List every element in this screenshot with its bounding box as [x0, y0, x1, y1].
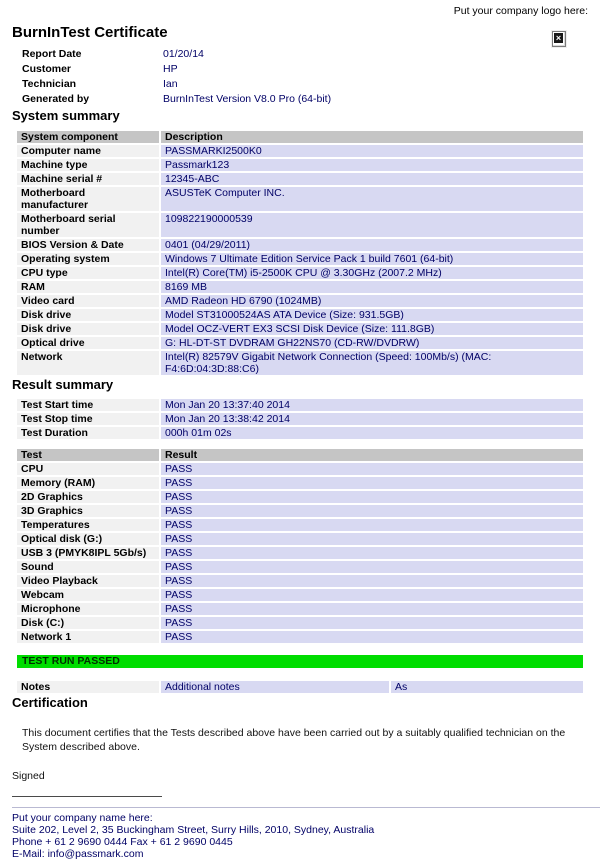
system-summary-heading: System summary	[12, 108, 120, 123]
test-result-value: PASS	[161, 589, 583, 601]
system-summary-row	[17, 159, 583, 171]
system-component-label: Video card	[17, 295, 159, 307]
report-info-row	[22, 93, 600, 105]
test-result-row	[17, 477, 583, 489]
company-phone-fax: Phone + 61 2 9690 0444 Fax + 61 2 9690 0445	[12, 836, 233, 848]
system-summary-row	[17, 253, 583, 265]
report-info-value: HP	[163, 63, 178, 75]
logo-placeholder-text: Put your company logo here:	[453, 5, 588, 17]
test-result-row	[17, 589, 583, 601]
result-summary-heading: Result summary	[12, 377, 114, 392]
system-summary-row	[17, 309, 583, 321]
test-result-value: PASS	[161, 533, 583, 545]
test-result-row	[17, 519, 583, 531]
test-result-value: PASS	[161, 631, 583, 643]
system-component-value: Model OCZ-VERT EX3 SCSI Disk Device (Size: 111.8GB)	[161, 323, 583, 335]
system-component-label: Disk drive	[17, 323, 159, 335]
test-result-value: PASS	[161, 519, 583, 531]
system-component-value: Model ST31000524AS ATA Device (Size: 931.5GB)	[161, 309, 583, 321]
broken-image-icon	[552, 31, 566, 47]
test-result-row	[17, 463, 583, 475]
system-component-label: BIOS Version & Date	[17, 239, 159, 251]
system-summary-table	[17, 131, 583, 375]
test-time-row	[17, 399, 583, 411]
test-name-label: Video Playback	[17, 575, 159, 587]
test-time-label: Test Stop time	[17, 413, 159, 425]
system-component-value: 12345-ABC	[161, 173, 583, 185]
system-summary-row	[17, 281, 583, 293]
report-info-value: Ian	[163, 78, 178, 90]
report-info-label: Report Date	[22, 48, 82, 60]
footer	[12, 812, 600, 860]
signed-label: Signed	[12, 770, 45, 782]
system-summary-row	[17, 323, 583, 335]
system-component-label: Machine type	[17, 159, 159, 171]
system-summary-row	[17, 295, 583, 307]
system-component-label: Machine serial #	[17, 173, 159, 185]
test-name-label: Temperatures	[17, 519, 159, 531]
test-result-value: PASS	[161, 561, 583, 573]
test-time-value: Mon Jan 20 13:37:40 2014	[161, 399, 583, 411]
system-component-value: 109822190000539	[161, 213, 583, 237]
notes-extra-value: As	[391, 681, 583, 693]
test-result-row	[17, 547, 583, 559]
notes-value: Additional notes	[161, 681, 389, 693]
system-summary-row	[17, 239, 583, 251]
system-summary-row	[17, 213, 583, 237]
test-time-row	[17, 413, 583, 425]
test-result-value: PASS	[161, 547, 583, 559]
test-name-label: Network 1	[17, 631, 159, 643]
test-name-label: Microphone	[17, 603, 159, 615]
test-name-label: USB 3 (PMYK8IPL 5Gb/s)	[17, 547, 159, 559]
company-email: E-Mail: info@passmark.com	[12, 848, 144, 860]
test-time-value: Mon Jan 20 13:38:42 2014	[161, 413, 583, 425]
test-result-value: PASS	[161, 575, 583, 587]
system-component-value: Windows 7 Ultimate Edition Service Pack 1 build 7601 (64-bit)	[161, 253, 583, 265]
test-result-row	[17, 575, 583, 587]
system-component-value: G: HL-DT-ST DVDRAM GH22NS70 (CD-RW/DVDRW)	[161, 337, 583, 349]
system-component-value: AMD Radeon HD 6790 (1024MB)	[161, 295, 583, 307]
system-summary-row	[17, 267, 583, 279]
test-name-label: CPU	[17, 463, 159, 475]
test-name-label: Memory (RAM)	[17, 477, 159, 489]
test-result-value: PASS	[161, 603, 583, 615]
system-summary-row	[17, 173, 583, 185]
test-result-row	[17, 603, 583, 615]
system-component-value: ASUSTeK Computer INC.	[161, 187, 583, 211]
test-results-table	[17, 449, 583, 643]
report-info-label: Customer	[22, 63, 72, 75]
certificate-page	[0, 5, 600, 860]
system-summary-row	[17, 145, 583, 157]
system-summary-header-row	[17, 131, 583, 143]
test-result-row	[17, 617, 583, 629]
test-name-label: Sound	[17, 561, 159, 573]
test-time-value: 000h 01m 02s	[161, 427, 583, 439]
system-component-value: PASSMARKI2500K0	[161, 145, 583, 157]
system-component-label: Optical drive	[17, 337, 159, 349]
system-component-label: Network	[17, 351, 159, 375]
test-time-label: Test Start time	[17, 399, 159, 411]
test-header: Test	[17, 449, 159, 461]
description-header: Description	[161, 131, 583, 143]
certification-text: This document certifies that the Tests described above have been carried out by a suitably qualified technician on the System described above.	[22, 727, 566, 753]
report-info-row	[22, 78, 600, 90]
test-result-value: PASS	[161, 477, 583, 489]
system-component-value: Passmark123	[161, 159, 583, 171]
test-time-row	[17, 427, 583, 439]
company-name-placeholder: Put your company name here:	[12, 812, 153, 824]
report-info-value: 01/20/14	[163, 48, 204, 60]
test-name-label: 2D Graphics	[17, 491, 159, 503]
system-component-value: Intel(R) Core(TM) i5-2500K CPU @ 3.30GHz (2007.2 MHz)	[161, 267, 583, 279]
report-info-label: Generated by	[22, 93, 90, 105]
test-result-row	[17, 505, 583, 517]
footer-divider	[12, 807, 600, 808]
test-name-label: Optical disk (G:)	[17, 533, 159, 545]
system-component-value: 8169 MB	[161, 281, 583, 293]
test-name-label: Webcam	[17, 589, 159, 601]
system-component-value: Intel(R) 82579V Gigabit Network Connection (Speed: 100Mb/s) (MAC: F4:6D:04:3D:88:C6)	[161, 351, 583, 375]
system-component-label: RAM	[17, 281, 159, 293]
test-name-label: Disk (C:)	[17, 617, 159, 629]
test-results-header-row	[17, 449, 583, 461]
system-component-label: Disk drive	[17, 309, 159, 321]
report-info-row	[22, 63, 600, 75]
test-result-value: PASS	[161, 491, 583, 503]
broken-image-x-glyph: ×	[555, 33, 562, 43]
system-summary-row	[17, 337, 583, 349]
system-component-label: Operating system	[17, 253, 159, 265]
certification-heading: Certification	[12, 695, 88, 710]
test-result-row	[17, 533, 583, 545]
system-component-label: Motherboard serial number	[17, 213, 159, 237]
test-result-value: PASS	[161, 617, 583, 629]
test-time-label: Test Duration	[17, 427, 159, 439]
system-component-label: CPU type	[17, 267, 159, 279]
report-info-value: BurnInTest Version V8.0 Pro (64-bit)	[163, 93, 332, 105]
test-name-label: 3D Graphics	[17, 505, 159, 517]
report-info-row	[22, 48, 600, 60]
report-info-label: Technician	[22, 78, 77, 90]
test-result-row	[17, 631, 583, 643]
system-component-header: System component	[17, 131, 159, 143]
test-result-rows	[17, 463, 583, 643]
result-header: Result	[161, 449, 583, 461]
signature-line	[12, 796, 162, 797]
system-summary-row	[17, 187, 583, 211]
test-times-table	[17, 399, 583, 439]
test-result-row	[17, 561, 583, 573]
report-info-table	[22, 48, 600, 105]
test-result-row	[17, 491, 583, 503]
system-component-label: Motherboard manufacturer	[17, 187, 159, 211]
test-result-value: PASS	[161, 463, 583, 475]
notes-label: Notes	[17, 681, 159, 693]
test-run-passed-banner: TEST RUN PASSED	[17, 655, 583, 668]
notes-row	[17, 681, 583, 693]
system-component-value: 0401 (04/29/2011)	[161, 239, 583, 251]
page-title: BurnInTest Certificate	[12, 24, 168, 41]
system-component-label: Computer name	[17, 145, 159, 157]
test-result-value: PASS	[161, 505, 583, 517]
company-address: Suite 202, Level 2, 35 Buckingham Street, Surry Hills, 2010, Sydney, Australia	[12, 824, 375, 836]
system-summary-rows	[17, 145, 583, 375]
system-summary-row	[17, 351, 583, 375]
